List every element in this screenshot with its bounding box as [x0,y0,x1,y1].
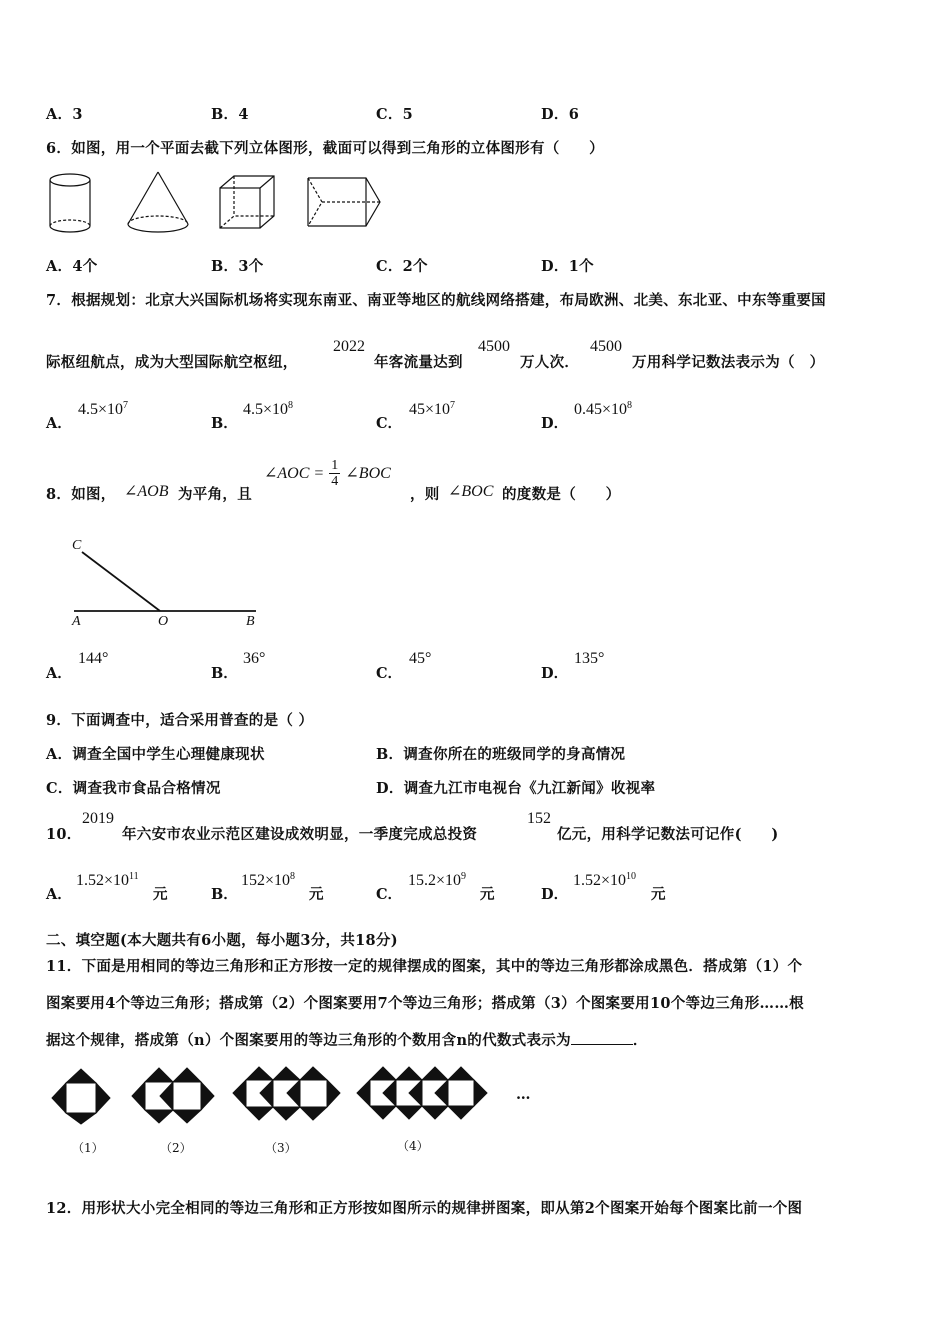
q10-option-c-unit: 元 [480,886,495,903]
caption-1: （1） [72,1141,104,1155]
q7-line1: 7．根据规划：北京大兴国际机场将实现东南亚、南亚等地区的航线网络搭建，布局欧洲、北美、东北亚、中东等重要国 [46,292,826,309]
q6-option-c: C．2个 [376,258,428,275]
q10-option-a-unit: 元 [153,886,168,903]
q11-line2: 图案要用4个等边三角形；搭成第（2）个图案要用7个等边三角形；搭成第（3）个图案要用10个等边三角形……根 [46,995,804,1012]
q7-line2a: 际枢纽航点，成为大型国际航空枢纽， [46,354,298,371]
q5-option-b: B．4 [211,106,249,123]
cylinder-figure [50,174,90,232]
q8-fraction: $\frac{1}{4}$ [331,458,339,489]
section-2-heading: 二、填空题(本大题共有6小题，每小题3分，共18分) [46,932,398,949]
q10-option-c-label: C． [376,886,403,903]
q10-option-c-value: $15.2\times 10^9$ [408,871,467,889]
q7-option-c-label: C． [376,415,403,432]
q10-option-d-unit: 元 [651,886,666,903]
q7-num-2022: 2022 [333,338,365,355]
q12-line1: 12．用形状大小完全相同的等边三角形和正方形按如图所示的规律拼图案，即从第2个图案开始每个图案比前一个图 [46,1200,803,1217]
q8-equation: ∠AOC = $\frac{1}{4}$ ∠BOC [264,458,391,489]
q5-option-d: D．6 [541,106,580,123]
q7-line2b: 年客流量达到 [374,354,463,371]
q7-num-4500b: 4500 [590,338,622,355]
solids-figure [40,168,390,243]
q6-stem: 6．如图，用一个平面去截下列立体图形，截面可以得到三角形的立体图形有（ ） [46,140,604,157]
q10-amount: 152 [527,810,551,827]
q9-option-b: B．调查你所在的班级同学的身高情况 [376,746,626,763]
q7-option-c-value: $45\times 10^7$ [409,400,456,418]
caption-3: （3） [265,1141,297,1155]
cone-figure [128,172,188,232]
answer-blank[interactable] [571,1032,633,1045]
q10-option-b-value: $152\times 10^8$ [241,871,296,889]
q8-option-c-label: C． [376,665,403,682]
q10-option-d-label: D． [541,886,569,903]
q8-option-b-label: B． [211,665,238,682]
q6-option-a: A．4个 [46,258,98,275]
q10-text-a: 年六安市农业示范区建设成效明显，一季度完成总投资 [122,826,478,843]
q8-option-a-value: 144° [78,650,109,667]
q6-option-d: D．1个 [541,258,594,275]
q7-option-b-label: B． [211,415,238,432]
point-c-label: C [72,538,82,553]
caption-2: （2） [160,1141,192,1155]
q7-option-a-value: $4.5\times 10^7$ [78,400,129,418]
point-a-label: A [72,614,81,629]
q8-angle-aob: ∠AOB [124,483,169,500]
q7-line2c: 万人次． [520,354,580,371]
q7-option-a-label: A． [46,415,72,432]
q7-num-4500a: 4500 [478,338,510,355]
q9-option-a: A．调查全国中学生心理健康现状 [46,746,265,763]
q5-option-c: C．5 [376,106,414,123]
cube-figure [220,176,274,228]
q10-year: 2019 [82,810,114,827]
q8-text-d: 的度数是（ ） [502,486,621,503]
q10-option-a-value: $1.52\times 10^{11}$ [76,871,139,889]
q9-option-d: D．调查九江市电视台《九江新闻》收视率 [376,780,656,797]
q9-stem: 9．下面调查中，适合采用普查的是（ ） [46,712,314,729]
q8-option-d-label: D． [541,665,569,682]
q5-option-a: A．3 [46,106,83,123]
q8-option-c-value: 45° [409,650,432,667]
q7-line2d: 万用科学记数法表示为（ ） [632,354,825,371]
q10-number: 10． [46,826,82,843]
pattern-ellipsis: … [516,1086,531,1103]
q8-text-a: 8．如图， [46,486,116,503]
q8-option-b-value: 36° [243,650,266,667]
prism-figure [308,178,380,226]
caption-4: （4） [397,1139,429,1153]
q10-option-b-label: B． [211,886,238,903]
q11-line1: 11．下面是用相同的等边三角形和正方形按一定的规律摆成的图案，其中的等边三角形都涂成黑色．搭成第（1）个 [46,958,803,975]
point-o-label: O [158,614,169,629]
q7-option-d-label: D． [541,415,569,432]
point-b-label: B [246,614,255,629]
q8-text-b: 为平角，且 [178,486,252,503]
q10-option-a-label: A． [46,886,72,903]
q11-line3: 据这个规律，搭成第（n）个图案要用的等边三角形的个数用含n的代数式表示为 ． [46,1032,648,1049]
q8-option-d-value: 135° [574,650,605,667]
q8-option-a-label: A． [46,665,72,682]
q7-option-b-value: $4.5\times 10^8$ [243,400,294,418]
q10-option-d-value: $1.52\times 10^{10}$ [573,871,637,889]
q10-text-b: 亿元，用科学记数法可记作( ) [557,826,779,843]
q10-option-b-unit: 元 [309,886,324,903]
q7-option-d-value: $0.45\times 10^8$ [574,400,633,418]
q8-angle-boc: ∠BOC [448,483,494,500]
q6-option-b: B．3个 [211,258,264,275]
q8-text-c: ，则 [410,486,440,503]
triangle-pattern-figure [48,1066,538,1126]
q9-option-c: C．调查我市食品合格情况 [46,780,221,797]
